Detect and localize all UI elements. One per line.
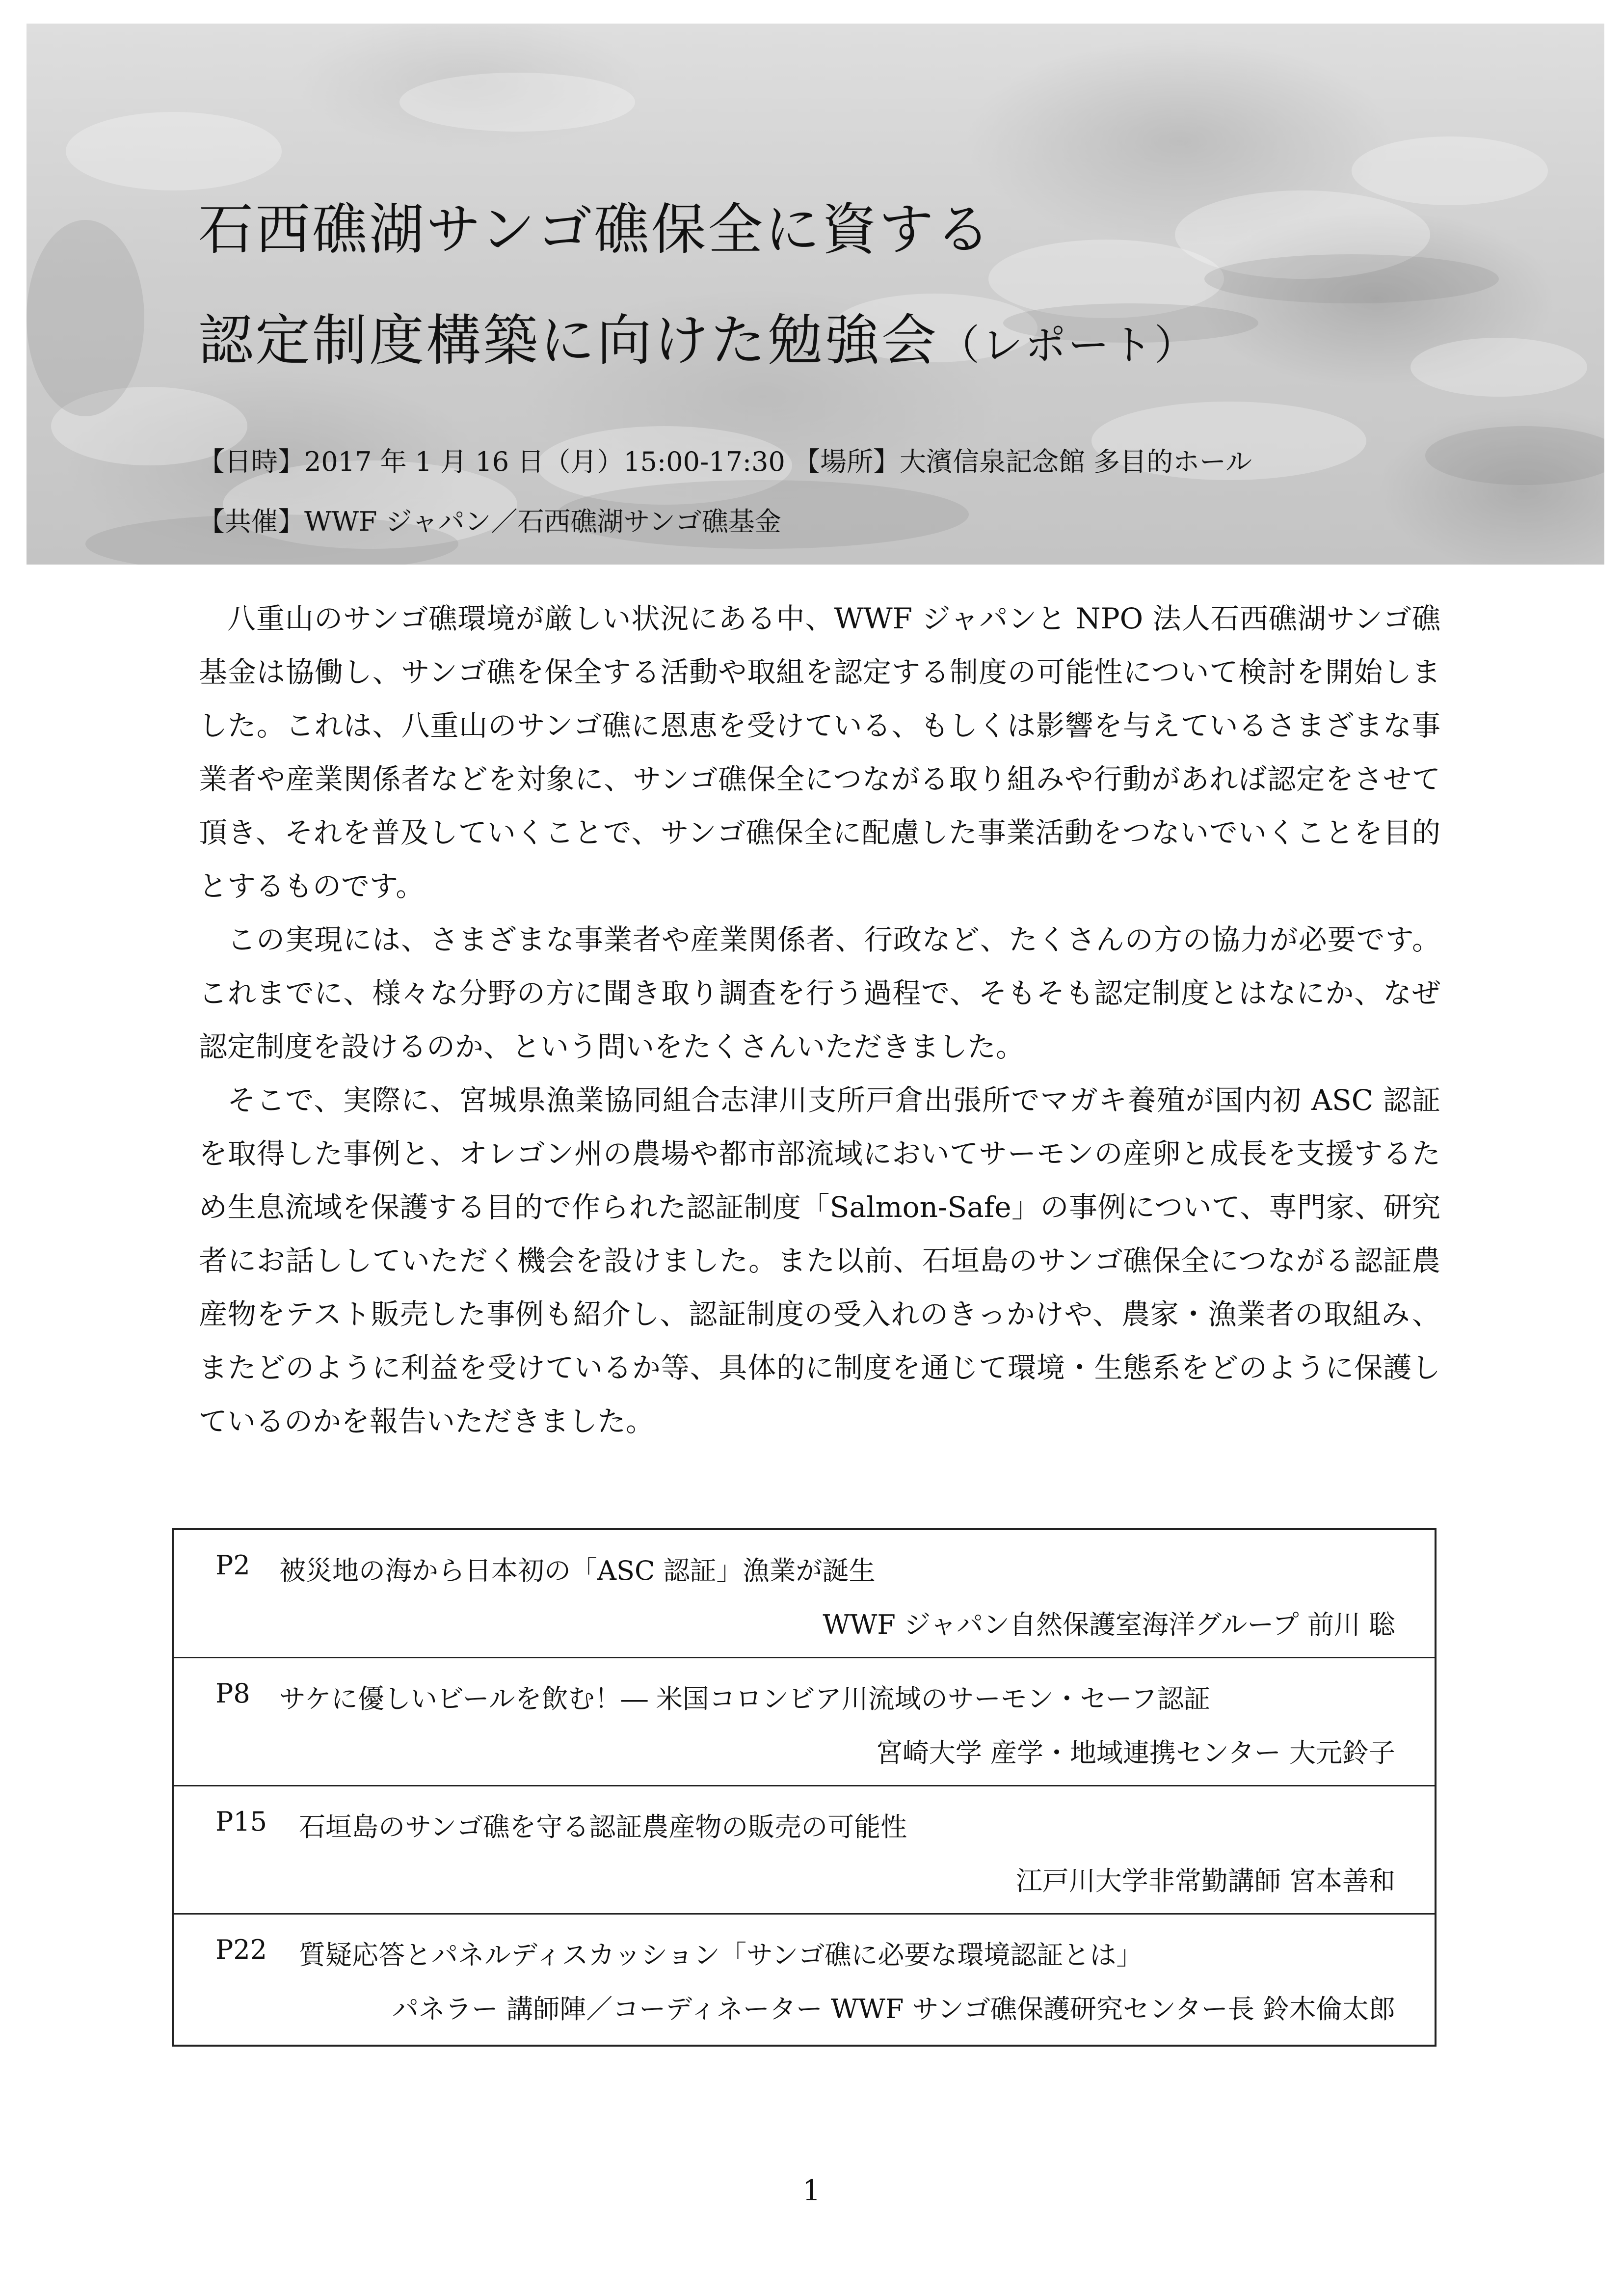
program-title: 質疑応答とパネルディスカッション「サンゴ礁に必要な環境認証とは」: [299, 1940, 1143, 1971]
program-row: [174, 1786, 1435, 1915]
paragraph: そこで、実際に、宮城県漁業協同組合志津川支所戸倉出張所でマガキ養殖が国内初 ASC 認証を取得した事例と、オレゴン州の農場や都市部流域においてサーモンの産卵と成長を支援するため生息流域を保護する目的で作られた認証制度「Salmon-Safe」の事例について、専門家、研究者にお話ししていただく機会を設けました。また以前、石垣島のサンゴ礁保全につながる認証農産物をテスト販売した事例も紹介し、認証制度の受入れのきっかけや、農家・漁業者の取組み、またどのように利益を受けているか等、具体的に制度を通じて環境・生態系をどのように保護しているのかを報告いただきました。: [199, 1083, 1440, 1438]
program-page: P22: [215, 1934, 267, 1965]
program-title: 石垣島のサンゴ礁を守る認証農産物の販売の可能性: [299, 1811, 907, 1842]
program-page: P15: [215, 1806, 267, 1837]
title-suffix: （レポート）: [938, 321, 1198, 369]
program-speaker: 江戸川大学非常勤講師 宮本善和: [1015, 1865, 1395, 1896]
coral-reef-image: [27, 24, 1604, 565]
intro-text: [199, 592, 1440, 1448]
title-line-2: [198, 297, 1197, 376]
program-speaker: パネラー 講師陣／コーディネーター WWF サンゴ礁保護研究センター長 鈴木倫太郎: [392, 1994, 1395, 2025]
program-row: [174, 1915, 1435, 2045]
page-number: 1: [802, 2174, 821, 2207]
program-page: P8: [215, 1678, 250, 1709]
co-sponsors: 【共催】WWF ジャパン／石西礁湖サンゴ礁基金: [198, 506, 781, 537]
paragraph: 八重山のサンゴ礁環境が厳しい状況にある中、WWF ジャパンと NPO 法人石西礁湖サンゴ礁基金は協働し、サンゴ礁を保全する活動や取組を認定する制度の可能性について検討を開始しました。これは、八重山のサンゴ礁に恩恵を受けている、もしくは影響を与えているさまざまな事業者や産業関係者などを対象に、サンゴ礁保全につながる取り組みや行動があれば認定をさせて頂き、それを普及していくことで、サンゴ礁保全に配慮した事業活動をつないでいくことを目的とするものです。: [199, 602, 1440, 903]
program-speaker: WWF ジャパン自然保護室海洋グループ 前川 聡: [823, 1609, 1395, 1640]
program-row: [174, 1658, 1435, 1786]
program-title: 被災地の海から日本初の「ASC 認証」漁業が誕生: [279, 1555, 876, 1586]
program-title: サケに優しいビールを飲む！― 米国コロンビア川流域のサーモン・セーフ認証: [279, 1683, 1210, 1714]
title-line-1: 石西礁湖サンゴ礁保全に資する: [198, 198, 993, 262]
datetime-venue: 【日時】2017 年 1 月 16 日（月）15:00-17:30 【場所】大濱信泉記念館 多目的ホール: [198, 446, 1252, 477]
program-page: P2: [215, 1550, 250, 1581]
program-table: [172, 1528, 1437, 2047]
program-speaker: 宮崎大学 産学・地域連携センター 大元鈴子: [876, 1737, 1395, 1768]
program-row: [174, 1530, 1435, 1658]
header-banner: [27, 24, 1604, 565]
paragraph: この実現には、さまざまな事業者や産業関係者、行政など、たくさんの方の協力が必要です。これまでに、様々な分野の方に聞き取り調査を行う過程で、そもそも認定制度とはなにか、なぜ認定制度を設けるのか、という問いをたくさんいただきました。: [199, 923, 1440, 1063]
title-main: 認定制度構築に向けた勉強会: [198, 309, 938, 373]
